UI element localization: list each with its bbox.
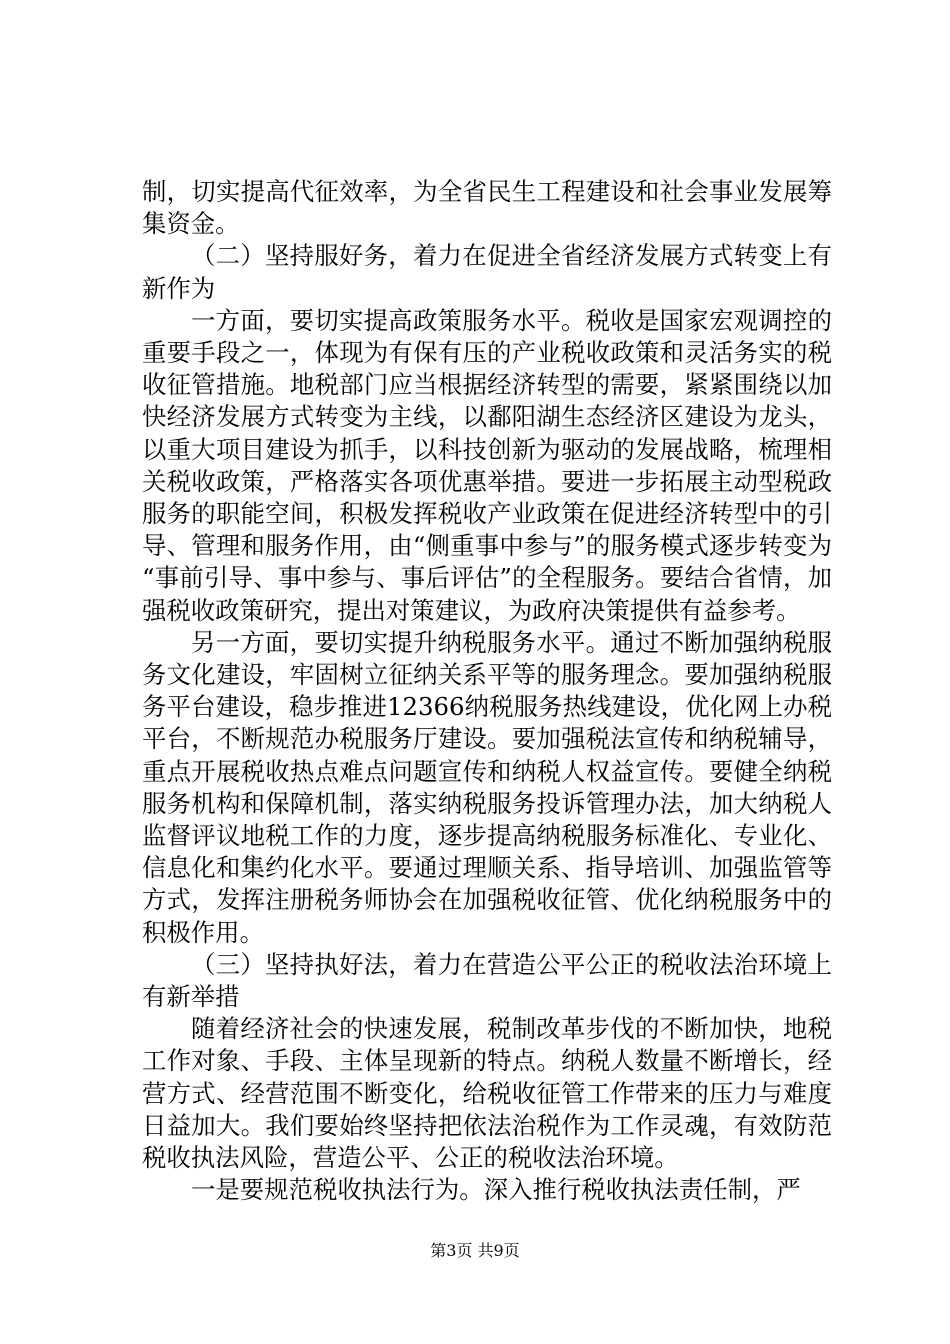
paragraph: 一是要规范税收执法行为。深入推行税收执法责任制，严	[191, 1175, 801, 1205]
paragraph: 制，切实提高代征效率，为全省民生工程建设和社会事业发展筹集资金。	[142, 177, 832, 239]
section-heading: （二）坚持服好务，着力在促进全省经济发展方式转变上有新作为	[142, 241, 832, 303]
document-body	[142, 176, 832, 1207]
page-number: 第3页 共9页	[430, 1241, 520, 1260]
section-heading: （三）坚持执好法，着力在营造公平公正的税收法治环境上有新举措	[142, 949, 832, 1012]
paragraph: 一方面，要切实提高政策服务水平。税收是国家宏观调控的重要手段之一，体现为有保有压的产业税收政策和灵活务实的税收征管措施。地税部门应当根据经济转型的需要，紧紧围绕以加快经济发展方式转变为主线，以鄱阳湖生态经济区建设为龙头，以重大项目建设为抓手，以科技创新为驱动的发展战略，梳理相关税收政策，严格落实各项优惠举措。要进一步拓展主动型税政服务的职能空间，积极发挥税收产业政策在促进经济转型中的引导、管理和服务作用，由“侧重事中参与”的服务模式逐步转变为“事前引导、事中参与、事后评估”的全程服务。要结合省情，加强税收政策研究，提出对策建议，为政府决策提供有益参考。	[142, 305, 832, 625]
paragraph: 另一方面，要切实提升纳税服务水平。通过不断加强纳税服务文化建设，牢固树立征纳关系平等的服务理念。要加强纳税服务平台建设，稳步推进12366纳税服务热线建设，优化网上办税平台，不断规范办税服务厅建设。要加强税法宣传和纳税辅导，重点开展税收热点难点问题宣传和纳税人权益宣传。要健全纳税服务机构和保障机制，落实纳税服务投诉管理办法，加大纳税人监督评议地税工作的力度，逐步提高纳税服务标准化、专业化、信息化和集约化水平。要通过理顺关系、指导培训、加强监管等方式，发挥注册税务师协会在加强税收征管、优化纳税服务中的积极作用。	[142, 627, 832, 947]
paragraph: 随着经济社会的快速发展，税制改革步伐的不断加快，地税工作对象、手段、主体呈现新的特点。纳税人数量不断增长，经营方式、经营范围不断变化，给税收征管工作带来的压力与难度日益加大。我们要始终坚持把依法治税作为工作灵魂，有效防范税收执法风险，营造公平、公正的税收法治环境。	[142, 1014, 832, 1173]
